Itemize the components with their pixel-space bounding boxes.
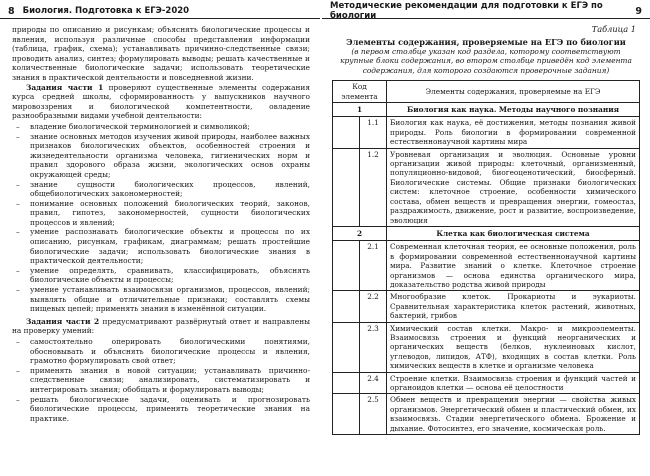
empty-section-cell	[333, 372, 360, 394]
element-text: Многообразие клеток. Прокариоты и эукариоты. Сравнительная характеристика клеток растений, животных, бактерий, грибов	[387, 291, 640, 322]
left-page-running-title: Биология. Подготовка к ЕГЭ-2020	[22, 6, 190, 16]
header-content: Элементы содержания, проверяемые на ЕГЭ	[387, 81, 640, 103]
empty-section-cell	[333, 291, 360, 322]
table-row	[333, 241, 640, 291]
part1-list	[12, 122, 310, 314]
part1-paragraph	[12, 83, 310, 121]
part2-heading: Задания части 2	[26, 316, 100, 326]
list-item: – владение биологической терминологией и символикой;	[12, 122, 310, 132]
empty-section-cell	[333, 394, 360, 435]
right-page-header	[322, 0, 650, 19]
left-page	[0, 0, 320, 476]
table-row	[333, 322, 640, 372]
element-code: 2.5	[360, 394, 387, 435]
part2-paragraph	[12, 317, 310, 336]
element-code: 2.4	[360, 372, 387, 394]
part2-list	[12, 337, 310, 423]
element-text: Обмен веществ и превращения энергии — свойства живых организмов. Энергетический обмен и пластический обмен, их взаимосвязь. Стадии энергетического обмена. Брожение и дыхание. Фотосинтез, его значение, космическая роль.	[387, 394, 640, 435]
intro-paragraph: природы по описанию и рисункам; объяснять биологические процессы и явления, используя различные способы представления информации (таблица, график, схема); устанавливать причинно-следственные связи; проводить анализ, синтез; формулировать выводы; решать качественные и количественные биологические задачи; использовать теоретические знания в практической деятельности и повседневной жизни.	[12, 25, 310, 82]
table-row	[333, 291, 640, 322]
left-page-header	[0, 0, 320, 19]
element-code: 2.2	[360, 291, 387, 322]
right-page-running-title: Методические рекомендации для подготовки к ЕГЭ по биологии	[330, 1, 603, 21]
content-elements-table	[332, 80, 640, 435]
table-subtitle: (в первом столбце указан код раздела, которому соответствуют крупные блоки содержания, во втором столбце приведён код элемента содержания, для которого создаются проверочные задания)	[340, 47, 632, 75]
section-title: Биология как наука. Методы научного познания	[387, 103, 640, 117]
table-number: Таблица 1	[591, 24, 636, 34]
empty-section-cell	[333, 117, 360, 148]
empty-section-cell	[333, 241, 360, 291]
right-page	[322, 0, 650, 476]
list-item: – знание основных методов изучения живой природы, наиболее важных признаков биологических объектов, особенностей строения и жизнедеятельности организма человека, гигиенических норм и правил здорового образа жизни, экологических основ охраны окружающей среды;	[12, 132, 310, 180]
element-text: Уровневая организация и эволюция. Основные уровни организации живой природы: клеточный, организменный, популяционно-видовой, биогеоценотический, биосферный. Биологические системы. Общие признаки биологических систем: клеточное строение, особенности химического состава, обмен веществ и превращения энергии, гомеостаз, раздражимость, движение, рост и развитие, воспроизведение, эволюция	[387, 148, 640, 226]
table-row	[333, 372, 640, 394]
list-item: – самостоятельно оперировать биологическими понятиями, обосновывать и объяснять биологические процессы и явления, грамотно формулировать свой ответ;	[12, 337, 310, 366]
part1-heading: Задания части 1	[26, 82, 104, 92]
list-item: – знание сущности биологических процессов, явлений, общебиологических закономерностей;	[12, 180, 310, 199]
section-row	[333, 226, 640, 240]
element-text: Биология как наука, её достижения, методы познания живой природы. Роль биологии в формировании современной естественнонаучной картины мира	[387, 117, 640, 148]
left-page-body	[0, 19, 320, 423]
element-code: 1.1	[360, 117, 387, 148]
empty-section-cell	[333, 148, 360, 226]
section-title: Клетка как биологическая система	[387, 226, 640, 240]
part1-text: проверяют существенные элементы содержания курса средней школы, сформированность у выпускников научного мировоззрения и биологической компетентности, овладение разнообразными видами учебной деятельности:	[12, 82, 311, 121]
table-header-row	[333, 81, 640, 103]
table-title: Элементы содержания, проверяемые на ЕГЭ по биологии	[346, 37, 626, 47]
list-item: – умение распознавать биологические объекты и процессы по их описанию, рисункам, графикам, диаграммам; решать простейшие биологические задачи; использовать биологические знания в практической деятельности;	[12, 227, 310, 265]
right-page-number: 9	[635, 5, 642, 17]
table-row	[333, 148, 640, 226]
header-code: Код элемента	[333, 81, 387, 103]
left-page-number: 8	[8, 5, 15, 17]
list-item: – умение устанавливать взаимосвязи организмов, процессов, явлений; выявлять общие и отличительные признаки; составлять схемы пищевых цепей; применять знания в изменённой ситуации.	[12, 285, 310, 314]
element-code: 1.2	[360, 148, 387, 226]
element-text: Современная клеточная теория, ее основные положения, роль в формировании современной естественнонаучной картины мира. Развитие знаний о клетке. Клеточное строение организмов — основа единства органического мира, доказательство родства живой природы	[387, 241, 640, 291]
table-body	[333, 103, 640, 435]
list-item: – понимание основных положений биологических теорий, законов, правил, гипотез, закономерностей, сущности биологических процессов и явлений;	[12, 199, 310, 228]
element-text: Химический состав клетки. Макро- и микроэлементы. Взаимосвязь строения и функций неорганических и органических веществ (белков, нуклеиновых кислот, углеводов, липидов, АТФ), входящих в состав клетки. Роль химических веществ в клетке и организме человека	[387, 322, 640, 372]
list-item: – умение определять, сравнивать, классифицировать, объяснять биологические объекты и процессы;	[12, 266, 310, 285]
list-item: – решать биологические задачи, оценивать и прогнозировать биологические процессы, применять теоретические знания на практике.	[12, 395, 310, 424]
element-code: 2.3	[360, 322, 387, 372]
table-row	[333, 394, 640, 435]
empty-section-cell	[333, 322, 360, 372]
element-text: Строение клетки. Взаимосвязь строения и функций частей и органоидов клетки — основа её целостности	[387, 372, 640, 394]
part2-text: предусматривают развёрнутый ответ и направлены на проверку умений:	[12, 316, 310, 336]
element-code: 2.1	[360, 241, 387, 291]
section-row	[333, 103, 640, 117]
table-row	[333, 117, 640, 148]
section-code: 2	[333, 226, 387, 240]
section-code: 1	[333, 103, 387, 117]
list-item: – применять знания в новой ситуации; устанавливать причинно-следственные связи; анализировать, систематизировать и интегрировать знания; обобщать и формулировать выводы;	[12, 366, 310, 395]
